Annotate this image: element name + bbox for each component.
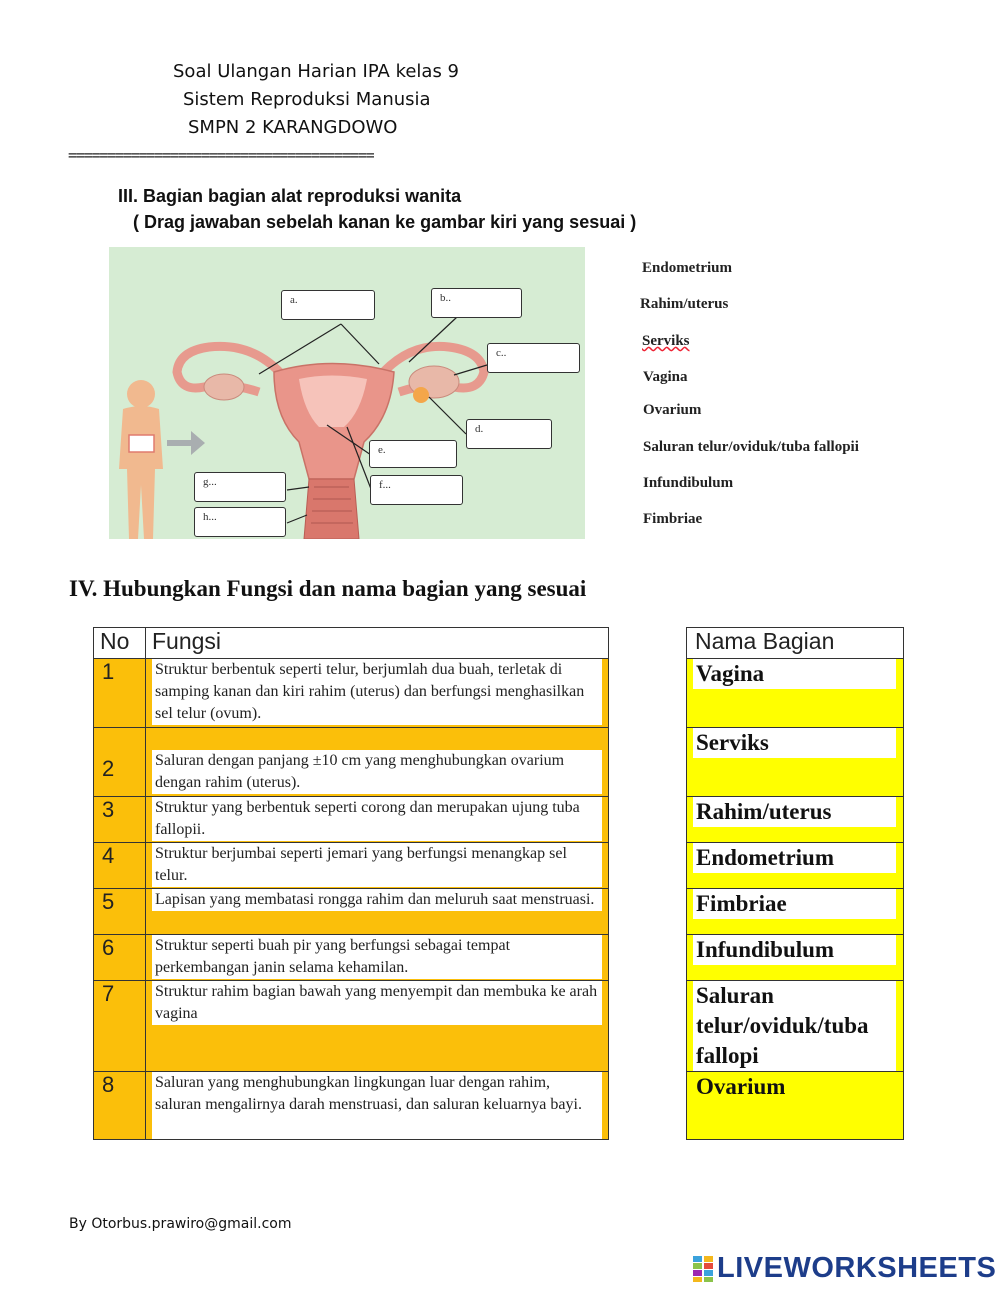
word-infundibulum[interactable]: Infundibulum bbox=[643, 475, 734, 491]
name-text: Infundibulum bbox=[693, 935, 896, 965]
name-text: Ovarium bbox=[696, 1074, 786, 1099]
row-number: 8 bbox=[94, 1072, 146, 1139]
row-number: 6 bbox=[94, 935, 146, 980]
liveworksheets-logo-text: LIVEWORKSHEETS bbox=[717, 1252, 997, 1284]
drop-box-c[interactable]: c.. bbox=[487, 343, 580, 373]
row-fungsi: Struktur seperti buah pir yang berfungsi sebagai tempat perkembangan janin selama kehamilan. bbox=[152, 935, 602, 979]
separator-line: ======================================= bbox=[68, 146, 374, 164]
name-answer-5[interactable] bbox=[687, 888, 903, 934]
header-line-2: Sistem Reproduksi Manusia bbox=[183, 89, 431, 110]
name-text: Vagina bbox=[693, 659, 896, 689]
name-table bbox=[686, 627, 904, 1140]
name-answer-8[interactable] bbox=[687, 1071, 903, 1139]
row-number: 4 bbox=[94, 843, 146, 888]
body-silhouette-icon bbox=[119, 380, 163, 539]
drop-box-h[interactable]: h... bbox=[194, 507, 286, 537]
table-row bbox=[94, 658, 608, 727]
drop-box-d[interactable]: d. bbox=[466, 419, 552, 449]
function-table bbox=[93, 627, 609, 1140]
reproductive-diagram bbox=[109, 247, 585, 539]
table-row bbox=[94, 980, 608, 1071]
header-line-1: Soal Ulangan Harian IPA kelas 9 bbox=[173, 61, 460, 82]
row-number: 7 bbox=[94, 981, 146, 1071]
word-ovarium[interactable]: Ovarium bbox=[643, 402, 702, 418]
name-text: Fimbriae bbox=[693, 889, 896, 919]
row-number: 2 bbox=[94, 728, 146, 796]
name-answer-6[interactable] bbox=[687, 934, 903, 980]
name-answer-7[interactable] bbox=[687, 980, 903, 1071]
name-text: Serviks bbox=[693, 728, 896, 758]
word-serviks[interactable]: Serviks bbox=[642, 333, 690, 349]
name-text: Saluran telur/oviduk/tuba fallopi bbox=[693, 981, 896, 1071]
name-answer-2[interactable] bbox=[687, 727, 903, 796]
header-nama-bagian: Nama Bagian bbox=[687, 628, 903, 658]
word-saluran-telur[interactable]: Saluran telur/oviduk/tuba fallopii bbox=[643, 439, 859, 455]
table-row bbox=[94, 727, 608, 796]
word-rahim-uterus[interactable]: Rahim/uterus bbox=[640, 296, 729, 312]
word-vagina[interactable]: Vagina bbox=[643, 369, 688, 385]
section-3-title: III. Bagian bagian alat reproduksi wanita bbox=[118, 186, 462, 206]
table-row bbox=[94, 934, 608, 980]
row-fungsi: Saluran dengan panjang ±10 cm yang menghubungkan ovarium dengan rahim (uterus). bbox=[152, 750, 602, 794]
drop-box-b[interactable]: b.. bbox=[431, 288, 522, 318]
table-row bbox=[94, 796, 608, 842]
author-credit: By Otorbus.prawiro@gmail.com bbox=[69, 1216, 292, 1232]
section-3-heading bbox=[118, 183, 636, 235]
arrow-icon bbox=[167, 431, 205, 455]
row-number: 3 bbox=[94, 797, 146, 842]
section-3-instruction: ( Drag jawaban sebelah kanan ke gambar kiri yang sesuai ) bbox=[133, 212, 637, 232]
drop-box-f[interactable]: f... bbox=[370, 475, 463, 505]
row-fungsi: Struktur berjumbai seperti jemari yang berfungsi menangkap sel telur. bbox=[152, 843, 602, 887]
row-fungsi: Saluran yang menghubungkan lingkungan luar dengan rahim, saluran mengalirnya darah menstruasi, dan saluran keluarnya bayi. bbox=[152, 1072, 602, 1139]
drop-box-a[interactable]: a. bbox=[281, 290, 375, 320]
row-fungsi: Struktur yang berbentuk seperti corong dan merupakan ujung tuba fallopii. bbox=[152, 797, 602, 841]
word-endometrium[interactable]: Endometrium bbox=[642, 260, 732, 276]
liveworksheets-logo-icon bbox=[693, 1256, 713, 1282]
name-answer-1[interactable] bbox=[687, 658, 903, 727]
header-line-3: SMPN 2 KARANGDOWO bbox=[188, 117, 398, 138]
row-number: 1 bbox=[94, 659, 146, 727]
row-number: 5 bbox=[94, 889, 146, 934]
function-table-header bbox=[94, 628, 608, 658]
row-fungsi: Struktur berbentuk seperti telur, berjumlah dua buah, terletak di samping kanan dan kiri rahim (uterus) dan berfungsi menghasilkan sel telur (ovum). bbox=[152, 659, 602, 725]
header-fungsi: Fungsi bbox=[146, 628, 608, 658]
table-row bbox=[94, 1071, 608, 1139]
word-fimbriae[interactable]: Fimbriae bbox=[643, 511, 703, 527]
name-text: Endometrium bbox=[693, 843, 896, 873]
drop-box-g[interactable]: g... bbox=[194, 472, 286, 502]
section-4-title: IV. Hubungkan Fungsi dan nama bagian yang sesuai bbox=[69, 576, 587, 601]
header-no: No bbox=[94, 628, 146, 658]
row-fungsi: Lapisan yang membatasi rongga rahim dan meluruh saat menstruasi. bbox=[152, 889, 602, 911]
table-row bbox=[94, 888, 608, 934]
drop-box-e[interactable]: e. bbox=[369, 440, 457, 468]
table-row bbox=[94, 842, 608, 888]
row-fungsi: Struktur rahim bagian bawah yang menyempit dan membuka ke arah vagina bbox=[152, 981, 602, 1025]
name-answer-3[interactable] bbox=[687, 796, 903, 842]
name-text: Rahim/uterus bbox=[693, 797, 896, 827]
name-answer-4[interactable] bbox=[687, 842, 903, 888]
liveworksheets-logo[interactable] bbox=[693, 1252, 996, 1285]
